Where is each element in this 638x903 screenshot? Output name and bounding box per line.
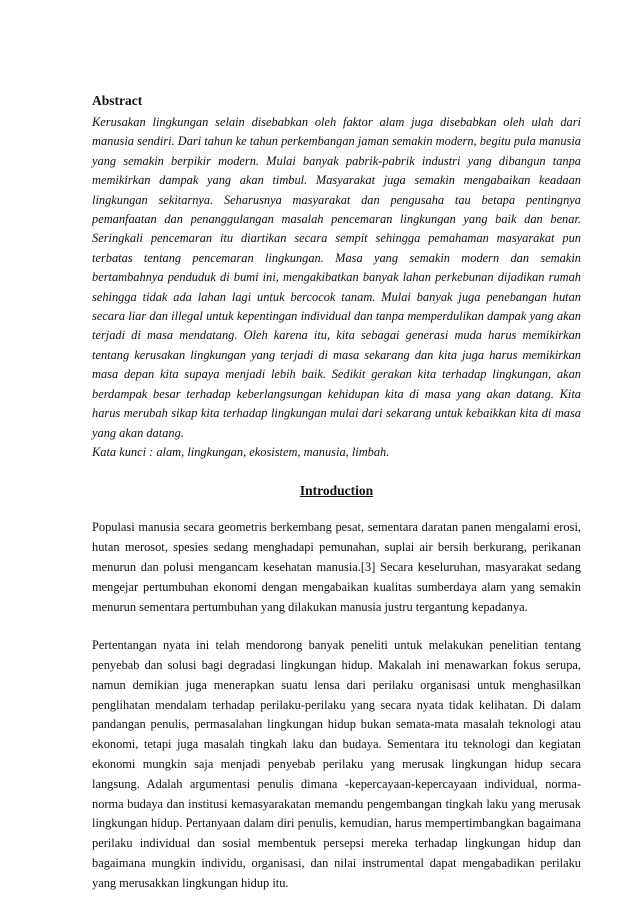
keywords: Kata kunci : alam, lingkungan, ekosistem, manusia, limbah.	[92, 444, 390, 459]
abstract-body: Kerusakan lingkungan selain disebabkan oleh faktor alam juga disebabkan oleh ulah dari manusia sendiri. Dari tahun ke tahun perkembangan jaman semakin modern, begitu pula manusia yang semakin berpikir modern. Mulai banyak pabrik-pabrik industri yang dibangun tanpa memikirkan dampak yang akan timbul. Masyarakat juga semakin mengabaikan keadaan lingkungan sekitarnya. Seharusnya masyarakat dan pengusaha tau betapa pentingnya pemanfaatan dan penanggulangan masalah pencemaran lingkungan yang baik dan benar. Seringkali pencemaran itu diartikan secara sempit sehingga pemahaman masyarakat pun terbatas tentang pencemaran lingkungan. Masa yang semakin modern dan semakin bertambahnya penduduk di bumi ini, mengakibatkan banyak lahan perkebunan dijadikan rumah sehingga tidak ada lahan lagi untuk bercocok tanam. Mulai banyak juga penebangan hutan secara liar dan illegal untuk kepentingan individual dan tanpa memperdulikan dampak yang akan terjadi di masa mendatang. Oleh karena itu, kita sebagai generasi muda harus memikirkan tentang kerusakan lingkungan yang terjadi di masa sekarang dan kita juga harus memikirkan masa depan kita supaya menjadi lebih baik. Sedikit gerakan kita terhadap lingkungan, akan berdampak besar terhadap keberlangsungan kehidupan kita di masa yang akan datang. Kita harus merubah sikap kita terhadap lingkungan mulai dari sekarang untuk kebaikkan kita di masa yang akan datang.	[92, 115, 581, 440]
introduction-paragraph-1: Populasi manusia secara geometris berkembang pesat, sementara daratan panen mengalami erosi, hutan merosot, spesies sedang menghadapi pemunahan, suplai air bersih berkurang, perikanan menurun dan polusi mengancam kesehatan manusia.[3] Secara keseluruhan, masyarakat sedang mengejar pertumbuhan ekonomi dengan mengabaikan kualitas sumberdaya alam yang semakin menurun sementara pertumbuhan yang dilakukan manusia justru tergantung kepadanya.	[92, 520, 581, 614]
introduction-heading: Introduction	[299, 483, 374, 499]
introduction-paragraph-2: Pertentangan nyata ini telah mendorong banyak peneliti untuk melakukan penelitian tentang penyebab dan solusi bagi degradasi lingkungan hidup. Makalah ini menawarkan fokus serupa, namun demikian juga menerapkan suatu lensa dari perilaku organisasi untuk menghasilkan penglihatan mendalam terhadap perilaku-perilaku yang secara nyata tidak kelihatan. Di dalam pandangan penulis, permasalahan lingkungan hidup bukan semata-mata masalah teknologi atau ekonomi, tetapi juga masalah tingkah laku dan budaya. Sementara itu teknologi dan kegiatan ekonomi mungkin saja menjadi penyebab perilaku yang merusak lingkungan hidup secara langsung. Adalah argumentasi penulis dimana -kepercayaan-kepercayaan individual, norma-norma budaya dan institusi kemasyarakatan memandu pengembangan tingkah laku yang merusak lingkungan hidup. Pertanyaan dalam diri penulis, kemudian, harus mempertimbangkan bagaimana perilaku individual dan sosial membentuk persepsi mereka terhadap lingkungan hidup dan bagaimana mungkin individu, organisasi, dan nilai instrumental dapat mengabadikan perilaku yang merusakkan lingkungan hidup itu.	[92, 638, 581, 890]
abstract-heading: Abstract	[92, 93, 143, 108]
